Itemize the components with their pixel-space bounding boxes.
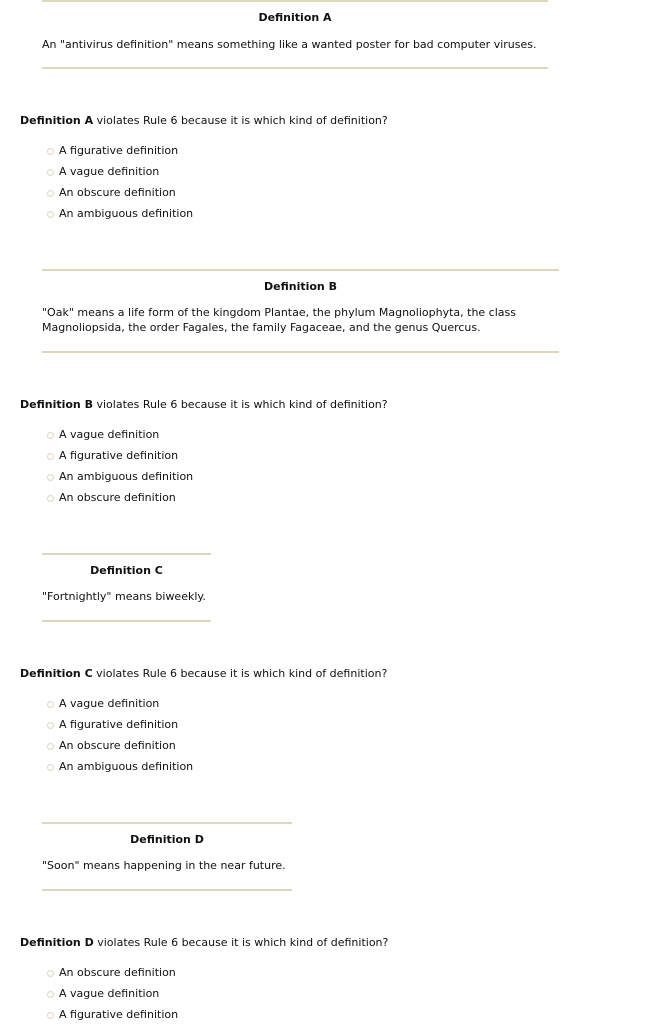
question-a-options [47,140,193,224]
radio-icon[interactable] [47,190,54,197]
option-label: An obscure definition [59,186,176,199]
radio-icon[interactable] [47,474,54,481]
option-label: A vague definition [59,987,160,1000]
question-c [20,667,387,680]
question-c-options [47,693,193,777]
option-radio[interactable] [47,466,193,487]
option-label: An obscure definition [59,966,176,979]
option-radio[interactable] [47,487,193,508]
option-label: An ambiguous definition [59,470,194,483]
option-label: A figurative definition [59,1008,179,1021]
question-b-options [47,424,193,508]
option-radio[interactable] [47,140,193,161]
radio-icon[interactable] [47,453,54,460]
question-a [20,114,388,127]
option-label: An ambiguous definition [59,207,194,220]
definition-a-text: An "antivirus definition" means something like a wanted poster for bad computer viruses. [42,38,537,51]
option-radio[interactable] [47,1004,178,1025]
option-radio[interactable] [47,182,193,203]
option-radio[interactable] [47,161,193,182]
definition-b-title: Definition B [264,280,337,293]
definition-a-box [42,0,548,69]
radio-icon[interactable] [47,701,54,708]
question-d-text: violates Rule 6 because it is which kind of definition? [93,936,389,949]
definition-d-text: "Soon" means happening in the near future. [42,859,286,872]
option-radio[interactable] [47,693,193,714]
option-radio[interactable] [47,735,193,756]
definition-c-text: "Fortnightly" means biweekly. [42,590,206,603]
question-b-ref: Definition B [20,398,93,411]
definition-b-box [42,269,559,353]
question-b-text: violates Rule 6 because it is which kind of definition? [92,398,388,411]
option-label: A vague definition [59,697,160,710]
option-label: A vague definition [59,428,160,441]
option-label: A figurative definition [59,144,179,157]
option-radio[interactable] [47,424,193,445]
question-d [20,936,388,949]
question-c-text: violates Rule 6 because it is which kind of definition? [92,667,388,680]
radio-icon[interactable] [47,432,54,439]
radio-icon[interactable] [47,211,54,218]
definition-c-box [42,553,211,622]
radio-icon[interactable] [47,743,54,750]
option-label: An ambiguous definition [59,760,194,773]
radio-icon[interactable] [47,764,54,771]
definition-c-title: Definition C [90,564,163,577]
question-a-text: violates Rule 6 because it is which kind of definition? [93,114,388,127]
radio-icon[interactable] [47,1012,54,1019]
definition-b-text: "Oak" means a life form of the kingdom Plantae, the phylum Magnoliophyta, the class Magnoliopsida, the order Fagales, the family Fagaceae, and the genus Quercus. [42,306,516,334]
definition-d-box [42,822,292,891]
radio-icon[interactable] [47,722,54,729]
question-b [20,398,388,411]
definition-d-title: Definition D [130,833,204,846]
radio-icon[interactable] [47,991,54,998]
option-label: An obscure definition [59,491,176,504]
option-radio[interactable] [47,962,178,983]
option-label: An obscure definition [59,739,176,752]
option-label: A figurative definition [59,718,179,731]
option-radio[interactable] [47,445,193,466]
question-a-ref: Definition A [20,114,94,127]
option-radio[interactable] [47,203,193,224]
question-d-ref: Definition D [20,936,94,949]
definition-a-title: Definition A [258,11,332,24]
radio-icon[interactable] [47,169,54,176]
radio-icon[interactable] [47,970,54,977]
option-label: A figurative definition [59,449,179,462]
option-label: A vague definition [59,165,160,178]
radio-icon[interactable] [47,495,54,502]
radio-icon[interactable] [47,148,54,155]
option-radio[interactable] [47,983,178,1004]
option-radio[interactable] [47,756,193,777]
question-d-options [47,962,178,1025]
question-c-ref: Definition C [20,667,93,680]
option-radio[interactable] [47,714,193,735]
